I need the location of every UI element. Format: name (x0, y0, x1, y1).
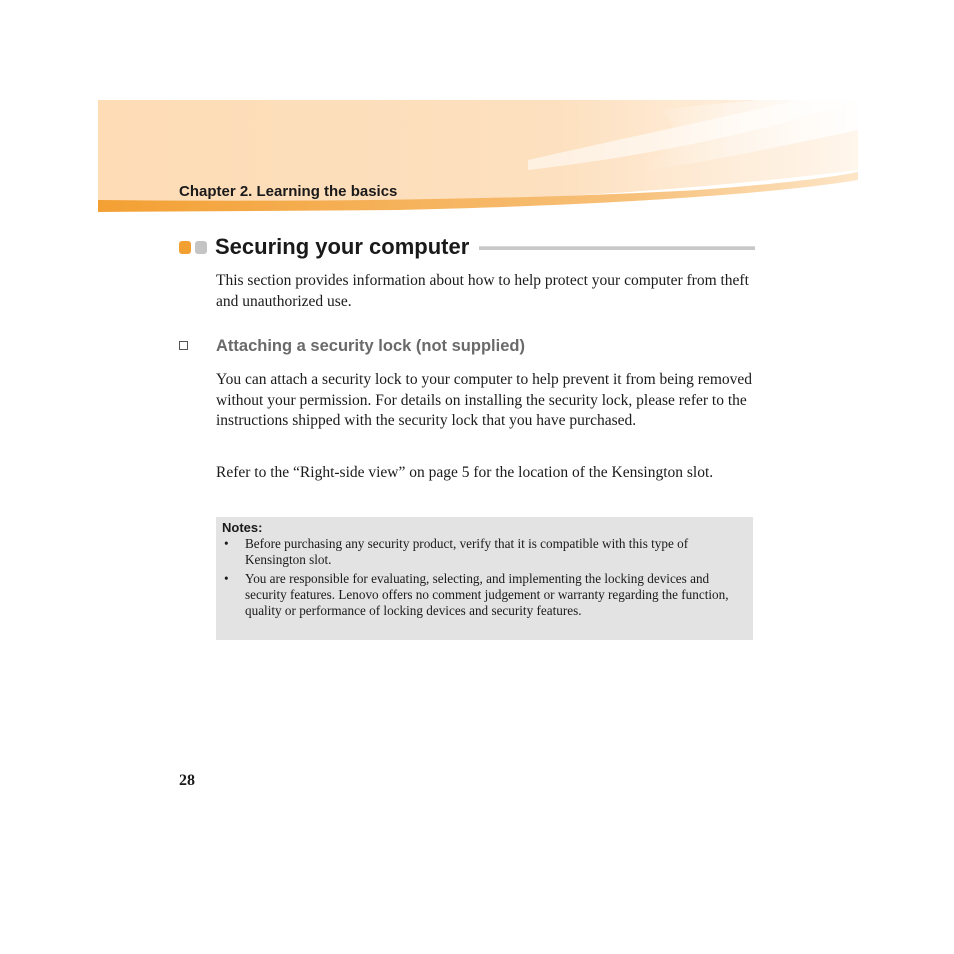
notes-box (216, 517, 753, 640)
orange-square-icon (179, 241, 191, 254)
notes-title: Notes: (222, 520, 263, 535)
intro-paragraph: This section provides information about how to help protect your computer from theft and unauthorized use. (216, 272, 749, 310)
page-number: 28 (179, 772, 195, 789)
list-item (222, 536, 745, 568)
lock-paragraph: You can attach a security lock to your computer to help prevent it from being removed without your permission. For details on installing the security lock, please refer to the instructions shipped with the security lock that you have purchased. (216, 371, 753, 429)
kensington-paragraph: Refer to the “Right-side view” on page 5 for the location of the Kensington slot. (216, 464, 714, 481)
note-text: You are responsible for evaluating, selecting, and implementing the locking devices and security features. Lenovo offers no comment judgement or warranty regarding the function, quality or performance of locking devices and security features. (245, 571, 729, 618)
bullet-icon: • (224, 536, 229, 551)
square-bullet-icon (179, 341, 188, 350)
subsection-title: Attaching a security lock (not supplied) (216, 337, 525, 355)
gray-square-icon (195, 241, 207, 254)
note-text: Before purchasing any security product, verify that it is compatible with this type of Kensington slot. (245, 536, 689, 567)
section-title: Securing your computer (215, 234, 470, 259)
list-item (222, 571, 745, 619)
bullet-icon: • (224, 571, 229, 586)
heading-divider (479, 246, 755, 250)
notes-list (222, 536, 745, 619)
section-heading (179, 233, 755, 261)
chapter-title: Chapter 2. Learning the basics (179, 183, 398, 200)
subsection-heading (179, 336, 739, 358)
